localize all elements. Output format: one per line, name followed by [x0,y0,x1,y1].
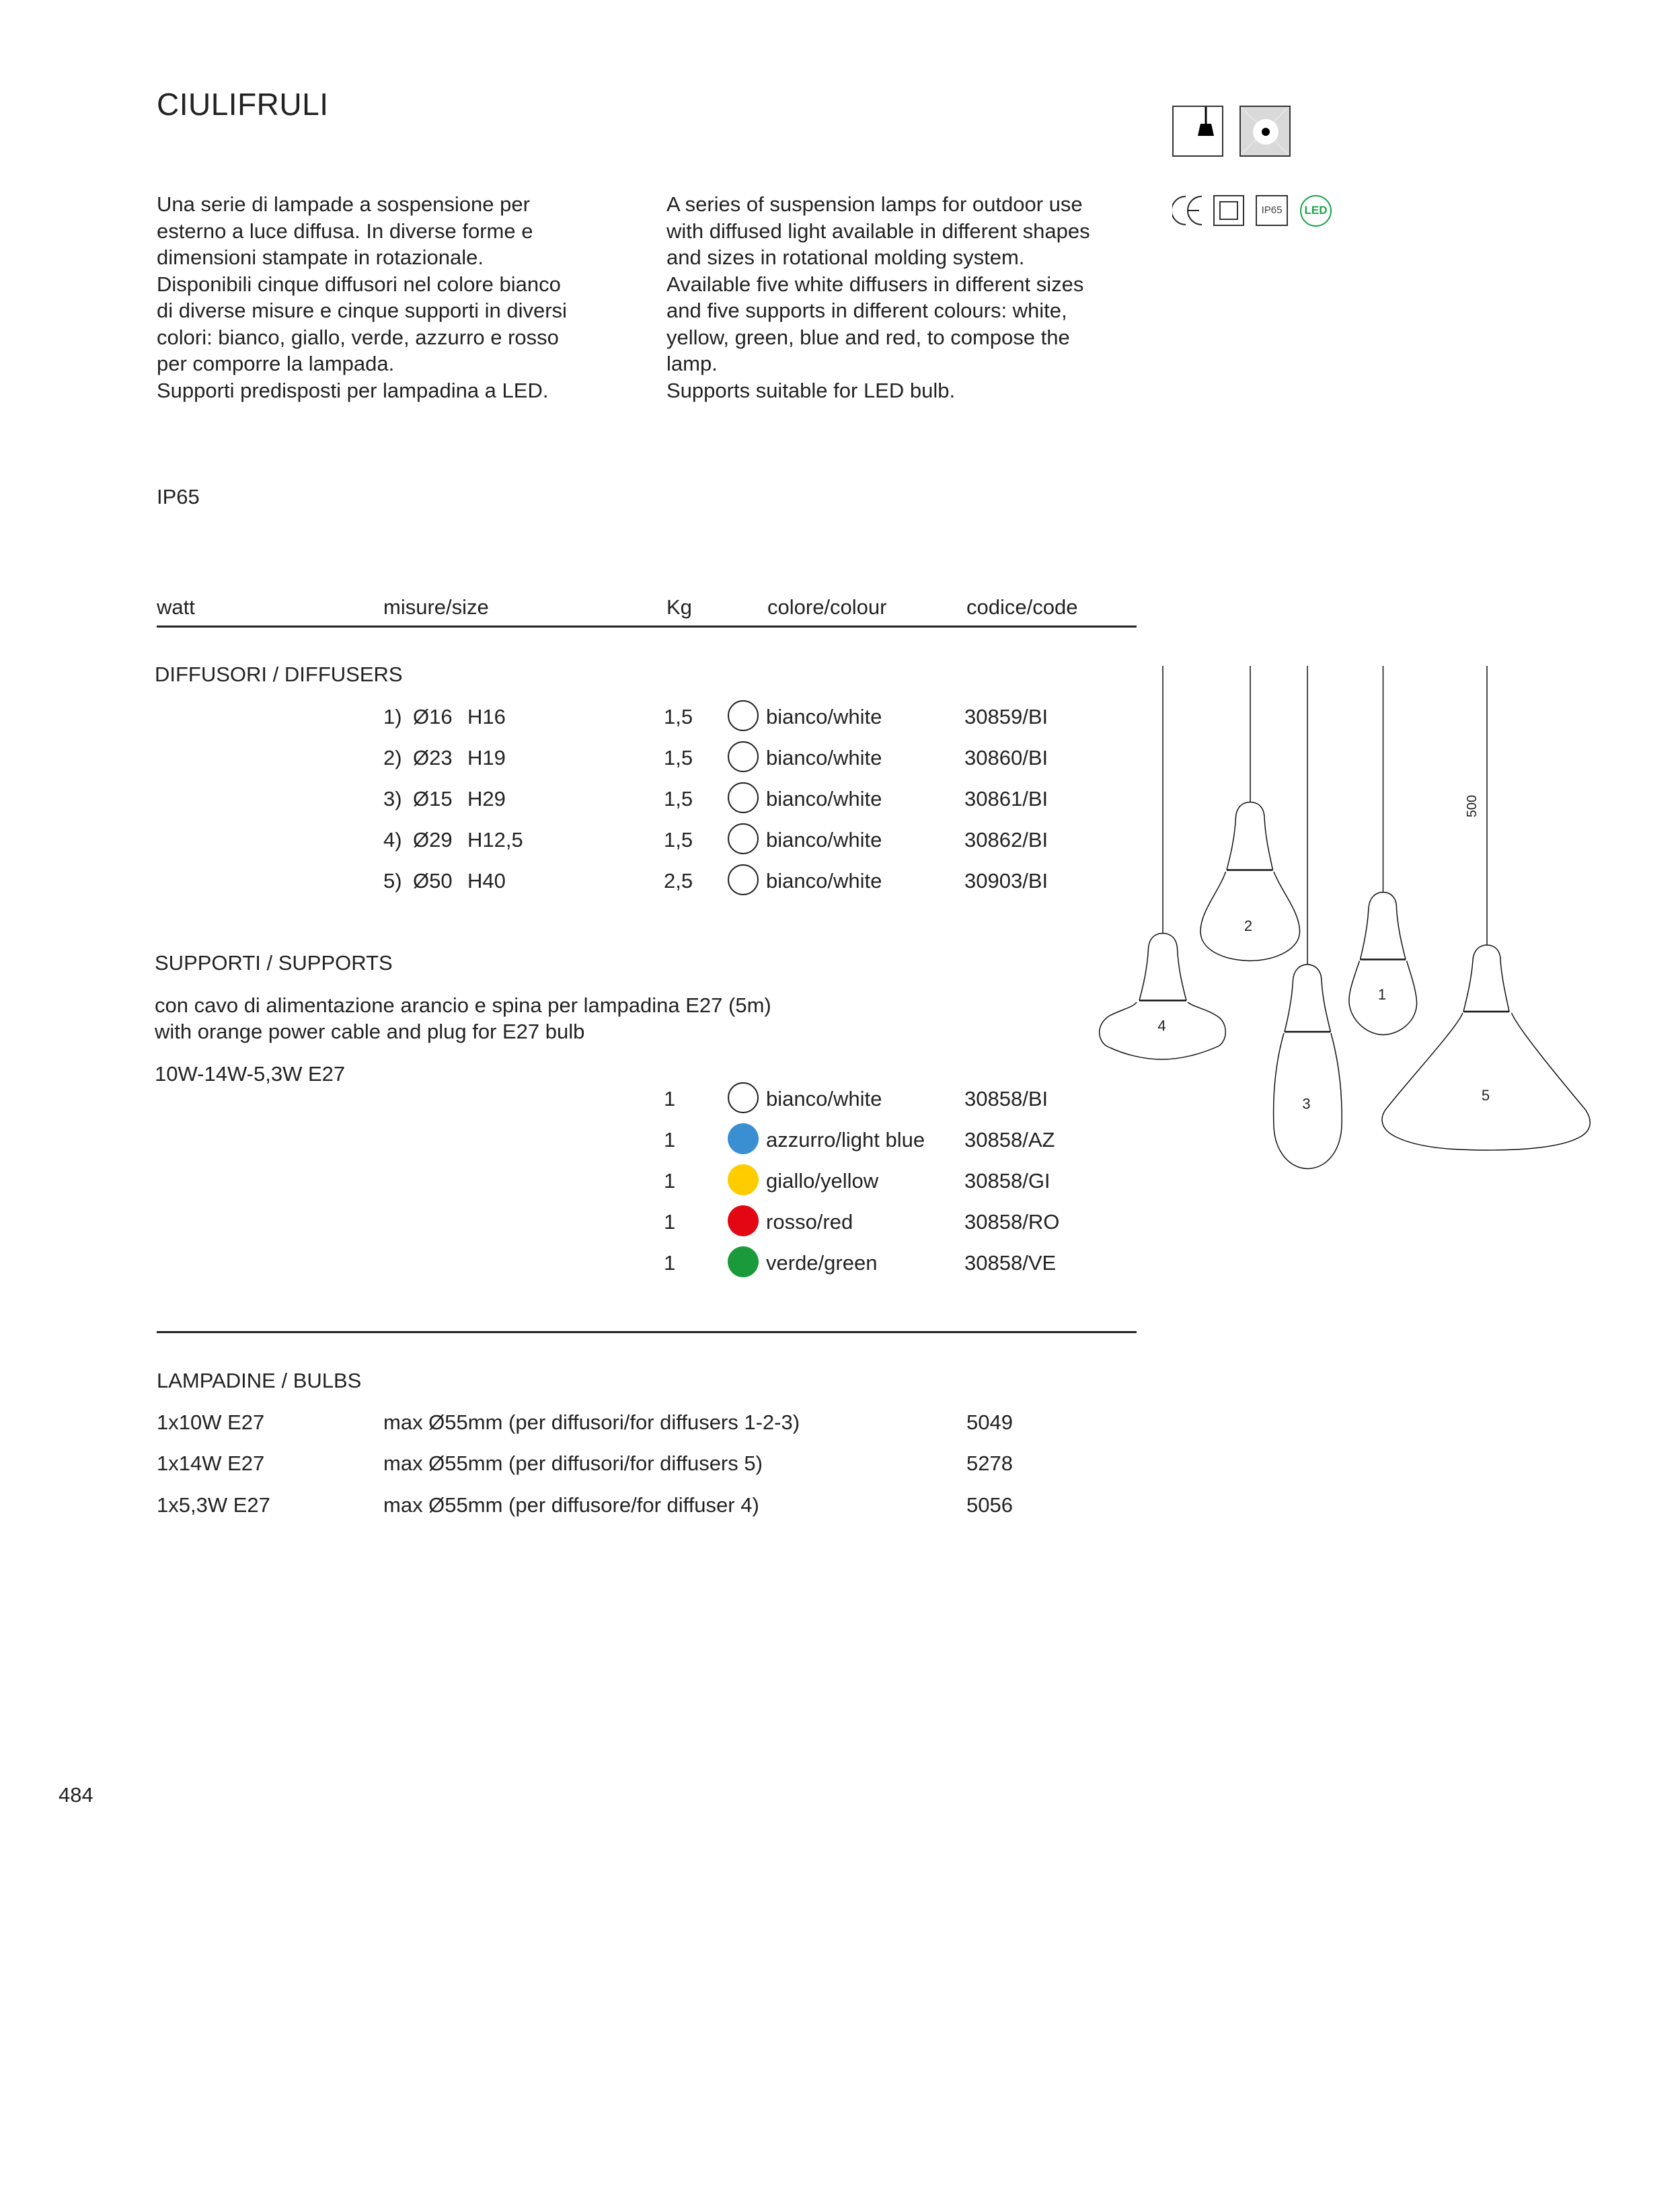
text-line: Supports suitable for LED bulb. [666,378,956,402]
code: 30903/BI [964,869,1048,893]
text-line: yellow, green, blue and red, to compose the [666,325,1070,349]
code: 30858/AZ [964,1128,1055,1152]
text-line: di diverse misure e cinque supporti in diversi [157,299,567,322]
code: 30858/VE [964,1251,1057,1275]
height: H19 [467,746,506,769]
text-line: dimensioni stampate in rotazionale. [157,246,484,269]
colour: bianco/white [766,828,882,852]
weight: 1 [664,1251,676,1275]
weight: 1,5 [664,705,693,728]
text-line: with diffused light available in different shapes [666,219,1090,243]
text-line: colori: bianco, giallo, verde, azzurro e rosso [157,325,559,349]
weight: 1,5 [664,828,693,852]
divider [157,1331,1137,1333]
lamp-label: 1 [1377,986,1387,1003]
text-line: Available five white diffusers in different sizes [666,272,1084,296]
height: H40 [467,869,506,893]
lamp-label: 5 [1481,1087,1490,1104]
colour-swatch-white [728,782,759,813]
code: 30861/BI [964,787,1048,810]
lamp-5 [1382,666,1590,1150]
supports-note-it: con cavo di alimentazione arancio e spina per lampadina E27 (5m) [155,993,771,1017]
code: 30858/RO [964,1210,1060,1234]
lamp-2 [1200,666,1300,961]
row-number: 1) [383,705,402,728]
weight: 1 [664,1210,676,1234]
code: 30858/GI [964,1169,1051,1193]
code: 30858/BI [964,1087,1048,1110]
ip65-icon: IP65 [1256,195,1288,226]
lamp-3 [1274,666,1342,1169]
colour-swatch-yellow [728,1164,759,1195]
header-code: codice/code [966,595,1078,619]
supports-watt: 10W-14W-5,3W E27 [155,1062,346,1086]
diameter: Ø15 [413,787,453,810]
code: 30859/BI [964,705,1048,728]
row-number: 4) [383,828,402,852]
colour: verde/green [766,1251,878,1275]
lamp-label: 3 [1302,1095,1311,1112]
colour-swatch-red [728,1205,759,1236]
colour: rosso/red [766,1210,853,1234]
weight: 1 [664,1169,676,1193]
height: H12,5 [467,828,523,852]
text-line: A series of suspension lamps for outdoor use [666,192,1083,216]
product-title: CIULIFRULI [157,87,329,122]
colour: bianco/white [766,1087,882,1110]
bulb-watt: 1x14W E27 [157,1451,265,1475]
weight: 1 [664,1128,676,1152]
description-english [666,191,1090,404]
header-colour: colore/colour [767,595,887,619]
diameter: Ø16 [413,705,453,728]
weight: 1,5 [664,787,693,810]
diameter: Ø29 [413,828,453,852]
lamp-label: 2 [1244,917,1253,934]
row-number: 2) [383,746,402,769]
colour: bianco/white [766,746,882,769]
text-line: and five supports in different colours: white, [666,299,1067,322]
class-ii-insulation-icon [1213,195,1244,226]
code: 30860/BI [964,746,1048,769]
text-line: esterno a luce diffusa. In diverse forme e [157,219,533,243]
diameter: Ø23 [413,746,453,769]
height: H29 [467,787,506,810]
colour-swatch-white [728,864,759,895]
supports-heading: SUPPORTI / SUPPORTS [155,951,393,975]
diffusers-heading: DIFFUSORI / DIFFUSERS [155,663,403,686]
weight: 1 [664,1087,676,1110]
colour: giallo/yellow [766,1169,879,1193]
diameter: Ø50 [413,869,453,893]
code: 30862/BI [964,828,1048,852]
text-line: and sizes in rotational molding system. [666,246,1025,269]
page-number: 484 [59,1783,93,1807]
led-icon: LED [1300,195,1332,227]
bulb-code: 5049 [966,1410,1013,1434]
colour-swatch-white [728,741,759,772]
bulb-desc: max Ø55mm (per diffusori/for diffusers 1-2-3) [383,1410,800,1434]
colour-swatch-white [728,700,759,731]
diffused-light-icon [1239,106,1291,157]
colour: azzurro/light blue [766,1128,925,1152]
lamps-drawing [1090,646,1614,1170]
bulb-desc: max Ø55mm (per diffusori/for diffusers 5) [383,1451,763,1475]
colour-swatch-green [728,1246,759,1277]
lamp-4 [1100,666,1226,1059]
text-line: Supporti predisposti per lampadina a LED. [157,378,549,402]
text-line: lamp. [666,352,718,375]
weight: 2,5 [664,869,693,893]
row-number: 3) [383,787,402,810]
description-italian [157,191,567,404]
colour: bianco/white [766,869,882,893]
text-line: Una serie di lampade a sospensione per [157,192,530,216]
row-number: 5) [383,869,402,893]
supports-note-en: with orange power cable and plug for E27 bulb [155,1020,585,1043]
bulbs-heading: LAMPADINE / BULBS [157,1369,362,1392]
bulb-watt: 1x10W E27 [157,1410,265,1434]
bulb-code: 5278 [966,1451,1013,1475]
text-line: Disponibili cinque diffusori nel colore bianco [157,272,561,296]
weight: 1,5 [664,746,693,769]
header-watt: watt [157,595,195,619]
height: H16 [467,705,506,728]
bulb-code: 5056 [966,1493,1013,1517]
divider [157,626,1137,628]
suspension-lamp-icon [1172,106,1223,157]
header-size: misure/size [383,595,489,619]
colour-swatch-white [728,1082,759,1113]
lamp-label: 4 [1157,1017,1166,1034]
colour-swatch-blue [728,1123,759,1154]
ce-mark-icon [1172,195,1203,226]
colour: bianco/white [766,787,882,810]
lamp-1 [1349,666,1417,1035]
bulb-desc: max Ø55mm (per diffusore/for diffuser 4) [383,1493,759,1517]
ip-rating: IP65 [157,485,200,508]
colour: bianco/white [766,705,882,728]
bulb-watt: 1x5,3W E27 [157,1493,270,1517]
colour-swatch-white [728,823,759,854]
text-line: per comporre la lampada. [157,352,395,375]
cable-length-dimension: 500 [1465,794,1480,818]
header-kg: Kg [666,595,692,619]
